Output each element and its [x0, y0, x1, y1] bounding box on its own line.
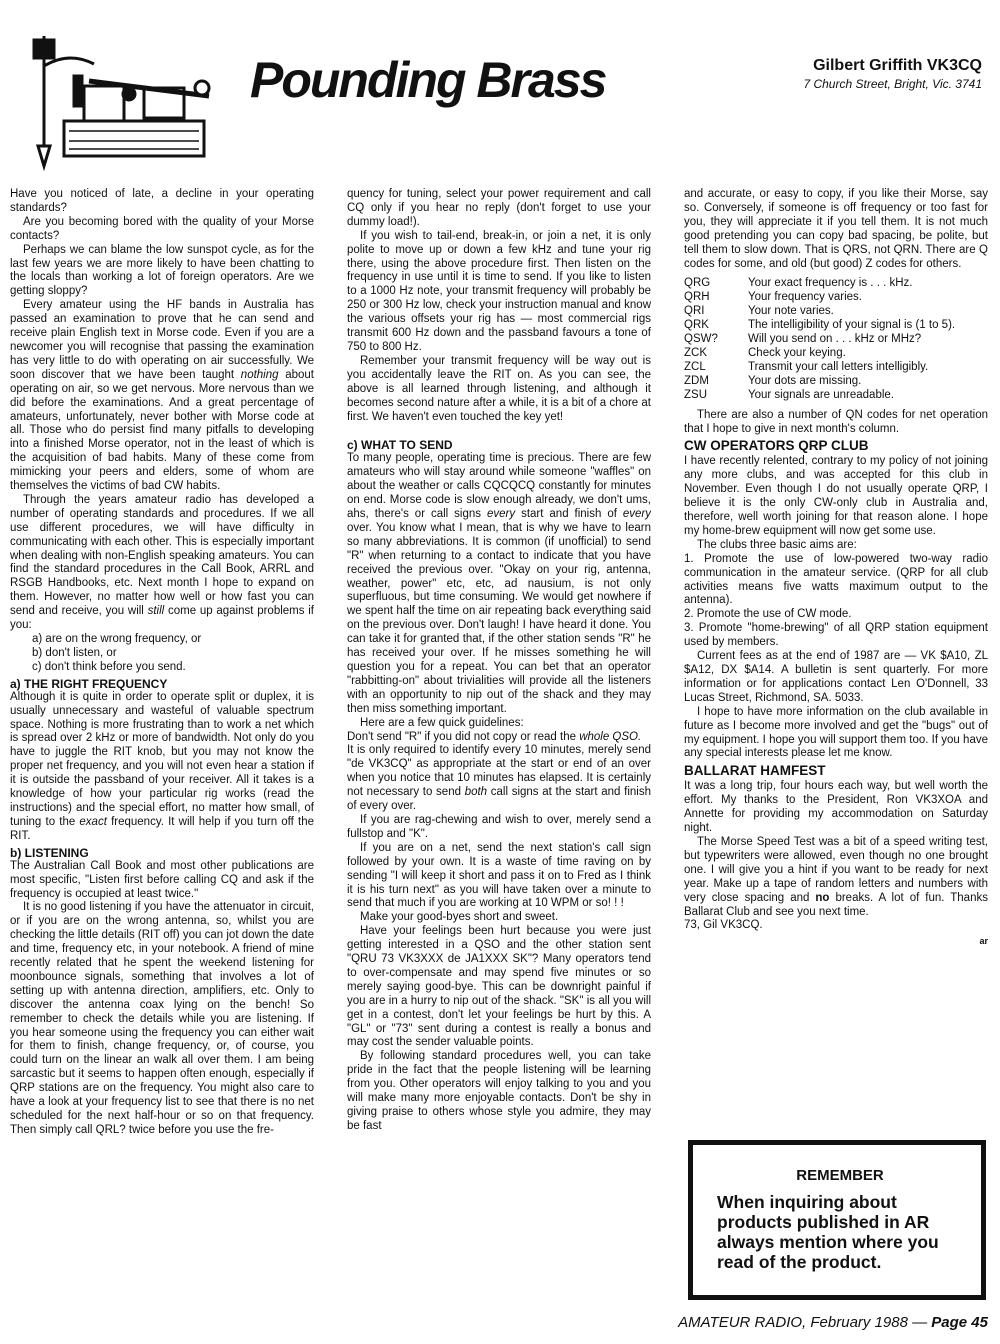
paragraph: Current fees as at the end of 1987 are — VK $A10, ZL $A12, DX $A14. A bulletin is sent quarterly. For more information or for applications contact Len O'Donnell, 33 Lucas Street, Richmond, SA. 5033. [684, 650, 988, 704]
section-heading-what-to-send: c) WHAT TO SEND [347, 438, 453, 453]
meaning-cell: Transmit your call letters intelligibly. [748, 360, 929, 373]
code-cell: QRH [684, 291, 710, 304]
paragraph: If you are rag-chewing and wish to over, merely send a fullstop and "K". [347, 813, 651, 840]
pounding-brass-logo-illustration [14, 26, 214, 176]
paragraph: Remember your transmit frequency will be way out is you accidentally leave the RIT on. As you can see, the above is all learned through listening, and although it becomes second nature after a while, it is a bit of a chore at first. We haven't even touched the key yet! [347, 354, 651, 423]
emphasis: every [622, 508, 651, 521]
paragraph: By following standard procedures well, you can take pride in the fact that the people listening will be learning from you. Other operators will enjoy talking to you and you will make many more enjoyable contacts. Don't be shy in giving praise to others whose style you admire, they may be fast [347, 1050, 651, 1132]
emphasis: both [464, 786, 488, 799]
table-row [684, 361, 988, 375]
list-item: c) don't think before you send. [32, 660, 186, 673]
code-cell: QRG [684, 277, 711, 290]
q-code-table [684, 277, 988, 402]
meaning-cell: Your note varies. [748, 305, 834, 318]
meaning-cell: Will you send on . . . kHz or MHz? [748, 333, 922, 346]
table-row [684, 333, 988, 347]
section-heading-qrp-club: CW OPERATORS QRP CLUB [684, 438, 869, 454]
emphasis: whole QSO. [579, 730, 642, 743]
paragraph: To many people, operating time is precious. There are few amateurs who will stay around while someone "waffles" on about the weather or calls CQCQCQ constantly for minutes on end. Morse code is slow enough already, we don't ums, ahs, there's or call signs every start and finish of every over. You know what I mean, that is why we have to learn so many abbreviations. It is common (if unofficial) to send "R" when returning to a contact to indicate that you have received the previous over. "Okay on your rig, antenna, weather, power" etc, etc, ad nausium, is not only superfluous, but time consuming. We would get nowhere if we spent half the time on air repeating back everything said on the previous over. Don't laugh! I have heard it done. You can take it for granted that, if the other station sends "R" he has received your over. If he misses something he will question you for a repeat. You can bet that an operator "rabbitting-on" about trivialities will provide all the listeners with an opportunity to nip out of the shack and they may then miss something important. [347, 452, 651, 715]
end-mark: ar [979, 936, 988, 947]
paragraph: quency for tuning, select your power requirement and call CQ only if you hear no reply (don't forget to use your dummy load!). [347, 188, 651, 228]
section-heading-ballarat-hamfest: BALLARAT HAMFEST [684, 763, 826, 779]
paragraph: There are also a number of QN codes for net operation that I hope to give in next month's column. [684, 408, 988, 435]
paragraph: I have recently relented, contrary to my policy of not joining any more clubs, and was accepted for this club in November. Even though I do not usually operate QRP, I believe it is the only CW-only club in Australia and, therefore, well worth joining for that reason alone. I hope my home-brew equipment will now get some use. [684, 455, 988, 537]
meaning-cell: Your exact frequency is . . . kHz. [748, 277, 913, 290]
paragraph: It is only required to identify every 10 minutes, merely send "de VK3CQ" as appropriate at the start or end of an over when you notice that 10 minutes has elapsed. It is certainly not necessary to send both call signs at the start and finish of every over. [347, 744, 651, 813]
paragraph: It was a long trip, four hours each way, but well worth the effort. My thanks to the President, Ron VK3XOA and Annette for providing my accommodation on Saturday night. [684, 780, 988, 835]
sign-off: 73, Gil VK3CQ. [684, 919, 763, 932]
paragraph: The clubs three basic aims are: [697, 538, 857, 551]
meaning-cell: Your frequency varies. [748, 291, 863, 304]
table-row [684, 389, 988, 403]
paragraph: 3. Promote "home-brewing" of all QRP station equipment used by members. [684, 622, 988, 649]
paragraph: Have your feelings been hurt because you were just getting interested in a QSO and the other station sent "QRU 73 VK3XXX de JA1XXX SK"? Many operators tend to over-compensate and may spend five minutes or so merely saying good-bye. This can be downright painful if you are in a hurry to nip out of the shack. "SK" is all you will get in a contest, don't let your feelings be hurt by this. A "GL" or "73" sent during a contest is really a bonus and may cost the sender valuable points. [347, 925, 651, 1049]
paragraph: Although it is quite in order to operate split or duplex, it is usually unnecessary and wasteful of valuable spectrum space. Nothing is more frustrating than to work a net which is spread over 2 kHz or more of bandwidth. Not only do you have to juggle the RIT knob, but you may not know the proper net frequency, and you will not even hear a station if it is outside the passband of your receiver. All it takes is a knowledge of how your particular rig works (read the instructions) and the special effort, no matter how small, of tuning to the exact frequency. It will help if you turn off the RIT. [10, 690, 314, 842]
paragraph: Have you noticed of late, a decline in your operating standards? [10, 188, 314, 214]
code-cell: ZCL [684, 360, 706, 373]
paragraph: Make your good-byes short and sweet. [360, 911, 559, 924]
code-cell: QRI [684, 305, 705, 318]
list-item: b) don't listen, or [32, 646, 117, 659]
author-address: 7 Church Street, Bright, Vic. 3741 [803, 77, 982, 91]
paragraph: Here are a few quick guidelines: [360, 716, 524, 729]
paragraph: If you are on a net, send the next station's call sign followed by your own. It is a waste of time raving on by sending "I will keep it short and pass it on to Fred as I think it is his turn next" as you will have taken over a minute to send that much if you are working at 10 WPM or so! ! ! [347, 841, 651, 910]
paragraph: The Morse Speed Test was a bit of a speed writing test, but typewriters were allowed, even though no one brought one. I will give you a hint if you want to be ready for next year. Make up a tape of random letters and numbers with very close spacing and no breaks. A lot of fun. Thanks Ballarat Club and see you next time. [684, 835, 988, 918]
paragraph: and accurate, or easy to copy, if you like their Morse, say so. Conversely, if someone is off frequency or too fast for you, they will appreciate it if you tell them. It is not much good pretending you can copy bad spacing, be polite, but tell them to slow down. That is QRS, not QRN. There are Q codes for some, and old (but good) Z codes for others. [684, 188, 988, 270]
paragraph: It is no good listening if you have the attenuator in circuit, or if you are on the wrong antenna, so, whilst you are checking the little details (RIT off) you can jot down the date and time, frequency etc, in your notebook. A friend of mine recently related that he spent the weekend listening for moonbounce signals, something that involves a lot of setting up with antenna direction, amplifiers, etc. Only to discover the antenna coax lying on the bench! So remember to check the details while you are listening. If you hear someone using the frequency you can either wait for them to finish, change frequency, or, of course, you could turn on the linear an walk all over them. I am being sarcastic but it seems to happen often enough, especially if QRP stations are on the frequency. You might also care to have a look at your frequency list to see that there is no net scheduled for the next half-hour or so on that frequency. Then simply call QRL? twice before you use the fre- [10, 901, 314, 1136]
emphasis: exact [79, 815, 107, 828]
code-cell: QSW? [684, 333, 718, 346]
paragraph: Through the years amateur radio has developed a number of operating standards and procedures. If we all use different procedures, we will have difficulty in communicating with each other. This is especially important when dealing with non-English speaking amateurs. You can find the standard procedures in the Call Book, ARRL and RSGB Handbooks, etc. Next month I hope to expand on them. However, no matter how well or how fast you can send and receive, you will still come up against problems if you: [10, 493, 314, 632]
page-footer [678, 1314, 988, 1331]
table-row [684, 375, 988, 389]
page-number: Page 45 [931, 1314, 988, 1331]
article-column-2 [347, 188, 651, 1308]
section-heading-listening: b) LISTENING [10, 845, 89, 860]
paragraph: I hope to have more information on the club available in future as I become more involved and get the "bugs" out of my equipment. I hope you will support them too. If you have any special interests please let me know. [684, 705, 988, 760]
meaning-cell: Your dots are missing. [748, 374, 862, 387]
paragraph: Every amateur using the HF bands in Australia has passed an examination to prove that he can send and receive plain English text in Morse code. Even if you are a newcomer you will recognise that passing the examination has very little to do with operating on air successfully. We soon discover that we have been taught nothing about operating on air, so we get nervous. More nervous than we did before the examinations. And a great percentage of amateurs, unfortunately, never bother with Morse code at all. Those who do persist find many pitfalls to developing into a finished Morse operator, not in the least of which is the acquisition of bad habits. Many of these come from mimicking your peers and elders, some of whom are themselves the victims of bad CW habits. [10, 299, 314, 493]
list-item: a) are on the wrong frequency, or [32, 633, 202, 645]
section-heading-right-frequency: a) THE RIGHT FREQUENCY [10, 676, 168, 691]
emphasis: still [147, 605, 165, 618]
meaning-cell: Check your keying. [748, 346, 846, 359]
emphasis: nothing [240, 368, 279, 381]
paragraph: If you wish to tail-end, break-in, or join a net, it is only polite to move up or down a few kHz and tune your rig there, using the above procedure first. Then listen on the frequency in use until it is time to send. If you like to listen to a 1000 Hz note, your transmit frequency will probably be 250 or 300 Hz low, check your instruction manual and know the various offsets your rig has — most commercial rigs transmit 600 Hz down and the passband favours a tone of 750 to 800 Hz. [347, 229, 651, 353]
remember-text: When inquiring about products published in AR always mention where you read of the product. [717, 1192, 939, 1272]
table-row [684, 291, 988, 305]
emphasis: every [487, 508, 516, 521]
code-cell: ZCK [684, 346, 707, 359]
author-block [803, 56, 982, 92]
code-cell: ZDM [684, 374, 709, 387]
remember-heading: REMEMBER [796, 1167, 884, 1184]
magazine-name: AMATEUR RADIO, [678, 1314, 807, 1331]
table-row [684, 305, 988, 319]
table-row [684, 277, 988, 291]
paragraph: 1. Promote the use of low-powered two-way radio communication in the amateur service. (QRP for all club activities means five watts maximum output to the antenna). [684, 552, 988, 607]
code-cell: QRK [684, 319, 709, 332]
code-cell: ZSU [684, 388, 707, 401]
problem-list [10, 633, 314, 675]
table-row [684, 347, 988, 361]
paragraph: Are you becoming bored with the quality of your Morse contacts? [10, 215, 314, 242]
paragraph: Perhaps we can blame the low sunspot cycle, as for the last few years we are more likely to have been chatting to the locals than working a lot of foreign operators. Are we getting sloppy? [10, 243, 314, 298]
paragraph: Don't send "R" if you did not copy or read the whole QSO. [347, 730, 642, 743]
meaning-cell: Your signals are unreadable. [748, 388, 894, 401]
issue-date: February 1988 — [806, 1314, 932, 1331]
paragraph: 2. Promote the use of CW mode. [684, 608, 852, 621]
emphasis: no [815, 891, 830, 904]
author-name: Gilbert Griffith VK3CQ [813, 57, 982, 74]
remember-notice-box [688, 1140, 986, 1300]
page-title: Pounding Brass [250, 52, 606, 108]
table-row [684, 319, 988, 333]
paragraph: The Australian Call Book and most other publications are most specific, "Listen first before calling CQ and ask if the frequency is occupied at least twice." [10, 859, 314, 900]
article-column-1 [10, 188, 314, 1308]
meaning-cell: The intelligibility of your signal is (1 to 5). [748, 319, 956, 332]
